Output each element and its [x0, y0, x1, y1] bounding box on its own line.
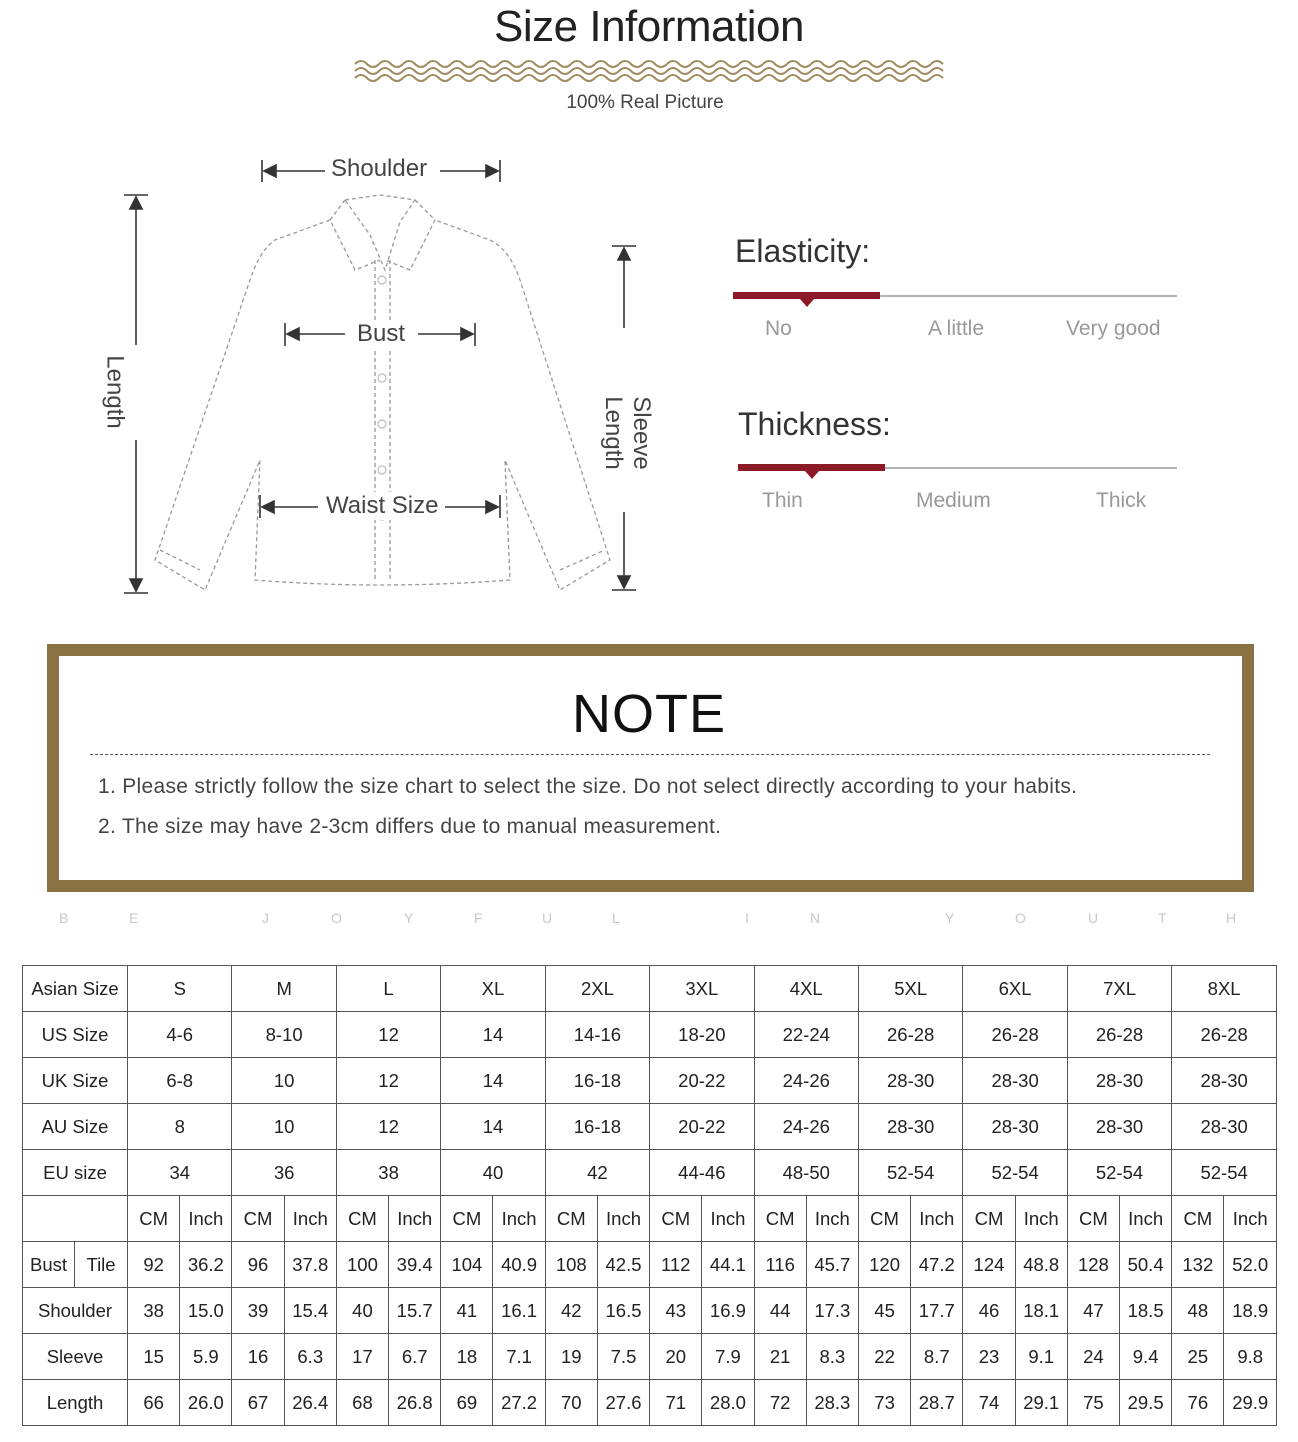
inch-cell: 37.8 [284, 1242, 336, 1288]
unit-inch-cell: Inch [806, 1196, 858, 1242]
cm-cell: 132 [1172, 1242, 1224, 1288]
size-cell: 26-28 [963, 1012, 1067, 1058]
unit-inch-cell: Inch [702, 1196, 754, 1242]
size-cell: 48-50 [754, 1150, 858, 1196]
inch-cell: 18.9 [1224, 1288, 1277, 1334]
size-cell: 22-24 [754, 1012, 858, 1058]
cm-cell: 38 [128, 1288, 180, 1334]
size-header: S [128, 966, 232, 1012]
size-cell: 18-20 [650, 1012, 754, 1058]
size-cell: 26-28 [1172, 1012, 1277, 1058]
cm-cell: 73 [858, 1380, 910, 1426]
size-cell: 52-54 [1172, 1150, 1277, 1196]
size-header: XL [441, 966, 545, 1012]
unit-inch-cell: Inch [493, 1196, 545, 1242]
size-cell: 10 [232, 1058, 336, 1104]
cm-cell: 67 [232, 1380, 284, 1426]
inch-cell: 26.4 [284, 1380, 336, 1426]
inch-cell: 50.4 [1120, 1242, 1172, 1288]
cm-cell: 128 [1067, 1242, 1119, 1288]
size-cell: 36 [232, 1150, 336, 1196]
cm-cell: 22 [858, 1334, 910, 1380]
inch-cell: 48.8 [1015, 1242, 1067, 1288]
size-cell: 28-30 [858, 1104, 962, 1150]
inch-cell: 28.0 [702, 1380, 754, 1426]
unit-cm-cell: CM [650, 1196, 702, 1242]
inch-cell: 9.1 [1015, 1334, 1067, 1380]
thickness-option: Thick [1096, 489, 1147, 512]
unit-cm-cell: CM [963, 1196, 1015, 1242]
thickness-option: Medium [916, 489, 991, 512]
cm-cell: 20 [650, 1334, 702, 1380]
watermark-letter: F [474, 910, 483, 926]
bust-label: Bust [353, 320, 409, 348]
size-header: 3XL [650, 966, 754, 1012]
size-cell: 14 [441, 1012, 545, 1058]
size-cell: 8 [128, 1104, 232, 1150]
inch-cell: 17.7 [911, 1288, 963, 1334]
cm-cell: 116 [754, 1242, 806, 1288]
cm-cell: 21 [754, 1334, 806, 1380]
inch-cell: 18.5 [1120, 1288, 1172, 1334]
size-header: 4XL [754, 966, 858, 1012]
size-cell: 26-28 [858, 1012, 962, 1058]
shoulder-label: Shoulder [327, 155, 431, 183]
size-cell: 24-26 [754, 1104, 858, 1150]
cm-cell: 41 [441, 1288, 493, 1334]
cm-cell: 25 [1172, 1334, 1224, 1380]
note-item: 1. Please strictly follow the size chart to select the size. Do not select directly according to your habits. [98, 775, 1078, 798]
size-cell: 28-30 [1172, 1104, 1277, 1150]
watermark-letter: L [612, 910, 620, 926]
table-row [23, 1288, 1277, 1334]
size-cell: 12 [336, 1104, 440, 1150]
cm-cell: 19 [545, 1334, 597, 1380]
unit-inch-cell: Inch [1120, 1196, 1172, 1242]
thickness-scale [738, 460, 1179, 482]
unit-cm-cell: CM [336, 1196, 388, 1242]
size-cell: 38 [336, 1150, 440, 1196]
size-header: 6XL [963, 966, 1067, 1012]
watermark-letter: E [129, 910, 139, 926]
unit-inch-cell: Inch [389, 1196, 441, 1242]
size-cell: 12 [336, 1012, 440, 1058]
size-cell: 52-54 [858, 1150, 962, 1196]
table-row [23, 1196, 1277, 1242]
unit-cm-cell: CM [1172, 1196, 1224, 1242]
row-label: Shoulder [23, 1288, 128, 1334]
empty-cell [23, 1196, 128, 1242]
cm-cell: 44 [754, 1288, 806, 1334]
inch-cell: 26.8 [389, 1380, 441, 1426]
size-cell: 28-30 [963, 1104, 1067, 1150]
inch-cell: 36.2 [180, 1242, 232, 1288]
row-label: US Size [23, 1012, 128, 1058]
elasticity-option: No [765, 317, 792, 340]
elasticity-scale [733, 288, 1179, 310]
row-label: AU Size [23, 1104, 128, 1150]
length-label: Length [101, 351, 129, 432]
cm-cell: 74 [963, 1380, 1015, 1426]
cm-cell: 15 [128, 1334, 180, 1380]
thickness-pointer-icon [805, 471, 819, 479]
size-header: M [232, 966, 336, 1012]
size-header: 5XL [858, 966, 962, 1012]
inch-cell: 45.7 [806, 1242, 858, 1288]
inch-cell: 16.9 [702, 1288, 754, 1334]
size-cell: 24-26 [754, 1058, 858, 1104]
waist-label: Waist Size [322, 492, 442, 520]
size-cell: 42 [545, 1150, 649, 1196]
watermark-letter: H [1226, 910, 1237, 926]
watermark-letter: I [745, 910, 749, 926]
thickness-title: Thickness: [738, 406, 891, 442]
inch-cell: 7.1 [493, 1334, 545, 1380]
unit-inch-cell: Inch [597, 1196, 649, 1242]
size-cell: 20-22 [650, 1058, 754, 1104]
inch-cell: 42.5 [597, 1242, 649, 1288]
cm-cell: 71 [650, 1380, 702, 1426]
inch-cell: 15.0 [180, 1288, 232, 1334]
unit-inch-cell: Inch [284, 1196, 336, 1242]
elasticity-selected-bar [733, 292, 880, 299]
watermark-letter: U [1088, 910, 1099, 926]
note-item: 2. The size may have 2-3cm differs due to manual measurement. [98, 815, 722, 838]
cm-cell: 70 [545, 1380, 597, 1426]
cm-cell: 72 [754, 1380, 806, 1426]
table-row [23, 1150, 1277, 1196]
size-cell: 16-18 [545, 1058, 649, 1104]
watermark-letter: B [59, 910, 69, 926]
size-header: 7XL [1067, 966, 1171, 1012]
inch-cell: 52.0 [1224, 1242, 1277, 1288]
cm-cell: 112 [650, 1242, 702, 1288]
size-cell: 28-30 [1067, 1104, 1171, 1150]
unit-cm-cell: CM [754, 1196, 806, 1242]
cm-cell: 68 [336, 1380, 388, 1426]
size-cell: 12 [336, 1058, 440, 1104]
elasticity-title: Elasticity: [735, 233, 871, 269]
size-cell: 28-30 [858, 1058, 962, 1104]
cm-cell: 18 [441, 1334, 493, 1380]
unit-cm-cell: CM [858, 1196, 910, 1242]
size-cell: 20-22 [650, 1104, 754, 1150]
cm-cell: 120 [858, 1242, 910, 1288]
unit-inch-cell: Inch [911, 1196, 963, 1242]
size-cell: 28-30 [963, 1058, 1067, 1104]
size-cell: 40 [441, 1150, 545, 1196]
cm-cell: 48 [1172, 1288, 1224, 1334]
row-label: EU size [23, 1150, 128, 1196]
inch-cell: 27.6 [597, 1380, 649, 1426]
watermark-letter: U [542, 910, 553, 926]
table-row [23, 1242, 1277, 1288]
note-box [47, 644, 1254, 892]
cm-cell: 100 [336, 1242, 388, 1288]
inch-cell: 15.7 [389, 1288, 441, 1334]
row-label: UK Size [23, 1058, 128, 1104]
size-cell: 14 [441, 1058, 545, 1104]
unit-inch-cell: Inch [1015, 1196, 1067, 1242]
size-cell: 28-30 [1067, 1058, 1171, 1104]
inch-cell: 7.9 [702, 1334, 754, 1380]
cm-cell: 23 [963, 1334, 1015, 1380]
size-cell: 34 [128, 1150, 232, 1196]
inch-cell: 8.3 [806, 1334, 858, 1380]
cm-cell: 104 [441, 1242, 493, 1288]
cm-cell: 66 [128, 1380, 180, 1426]
watermark-letter: O [331, 910, 342, 926]
shirt-diagram [100, 150, 660, 610]
inch-cell: 29.5 [1120, 1380, 1172, 1426]
inch-cell: 28.7 [911, 1380, 963, 1426]
unit-cm-cell: CM [1067, 1196, 1119, 1242]
cm-cell: 96 [232, 1242, 284, 1288]
watermark-letter: J [262, 910, 269, 926]
elasticity-option: A little [928, 317, 985, 340]
row-label: Asian Size [23, 966, 128, 1012]
row-label: Length [23, 1380, 128, 1426]
inch-cell: 40.9 [493, 1242, 545, 1288]
inch-cell: 39.4 [389, 1242, 441, 1288]
thickness-selected-bar [738, 464, 885, 471]
inch-cell: 27.2 [493, 1380, 545, 1426]
unit-cm-cell: CM [545, 1196, 597, 1242]
inch-cell: 6.3 [284, 1334, 336, 1380]
size-cell: 4-6 [128, 1012, 232, 1058]
row-label: Sleeve [23, 1334, 128, 1380]
inch-cell: 9.8 [1224, 1334, 1277, 1380]
inch-cell: 47.2 [911, 1242, 963, 1288]
row-sublabel: Tile [75, 1242, 128, 1288]
page-title: Size Information [494, 2, 804, 51]
table-row [23, 1334, 1277, 1380]
inch-cell: 29.9 [1224, 1380, 1277, 1426]
cm-cell: 43 [650, 1288, 702, 1334]
inch-cell: 29.1 [1015, 1380, 1067, 1426]
inch-cell: 9.4 [1120, 1334, 1172, 1380]
table-row [23, 1058, 1277, 1104]
size-cell: 26-28 [1067, 1012, 1171, 1058]
size-cell: 14-16 [545, 1012, 649, 1058]
cm-cell: 46 [963, 1288, 1015, 1334]
elasticity-option: Very good [1066, 317, 1161, 340]
inch-cell: 5.9 [180, 1334, 232, 1380]
size-cell: 8-10 [232, 1012, 336, 1058]
subtitle: 100% Real Picture [566, 92, 724, 113]
size-header: L [336, 966, 440, 1012]
size-table [22, 965, 1277, 1426]
size-cell: 14 [441, 1104, 545, 1150]
cm-cell: 124 [963, 1242, 1015, 1288]
watermark-letter: N [810, 910, 821, 926]
watermark-letter: Y [945, 910, 955, 926]
sleeve-length-label: Sleeve Length [599, 354, 655, 512]
wave-divider-icon [350, 56, 950, 82]
cm-cell: 16 [232, 1334, 284, 1380]
cm-cell: 24 [1067, 1334, 1119, 1380]
shirt-outline-icon [155, 195, 610, 590]
cm-cell: 47 [1067, 1288, 1119, 1334]
inch-cell: 28.3 [806, 1380, 858, 1426]
cm-cell: 40 [336, 1288, 388, 1334]
table-row [23, 1380, 1277, 1426]
inch-cell: 8.7 [911, 1334, 963, 1380]
watermark-letter: Y [404, 910, 414, 926]
unit-cm-cell: CM [128, 1196, 180, 1242]
inch-cell: 16.5 [597, 1288, 649, 1334]
note-title: NOTE [571, 684, 726, 744]
elasticity-pointer-icon [800, 299, 814, 307]
cm-cell: 92 [128, 1242, 180, 1288]
cm-cell: 17 [336, 1334, 388, 1380]
cm-cell: 75 [1067, 1380, 1119, 1426]
inch-cell: 18.1 [1015, 1288, 1067, 1334]
inch-cell: 44.1 [702, 1242, 754, 1288]
cm-cell: 69 [441, 1380, 493, 1426]
cm-cell: 76 [1172, 1380, 1224, 1426]
size-header: 2XL [545, 966, 649, 1012]
size-cell: 10 [232, 1104, 336, 1150]
cm-cell: 39 [232, 1288, 284, 1334]
size-header: 8XL [1172, 966, 1277, 1012]
cm-cell: 42 [545, 1288, 597, 1334]
table-row [23, 966, 1277, 1012]
note-divider [90, 754, 1210, 755]
row-label: Bust [23, 1242, 75, 1288]
inch-cell: 15.4 [284, 1288, 336, 1334]
size-cell: 52-54 [1067, 1150, 1171, 1196]
inch-cell: 17.3 [806, 1288, 858, 1334]
cm-cell: 108 [545, 1242, 597, 1288]
size-cell: 52-54 [963, 1150, 1067, 1196]
unit-cm-cell: CM [441, 1196, 493, 1242]
unit-inch-cell: Inch [180, 1196, 232, 1242]
watermark-letter: O [1015, 910, 1026, 926]
unit-cm-cell: CM [232, 1196, 284, 1242]
unit-inch-cell: Inch [1224, 1196, 1277, 1242]
inch-cell: 26.0 [180, 1380, 232, 1426]
cm-cell: 45 [858, 1288, 910, 1334]
size-cell: 28-30 [1172, 1058, 1277, 1104]
inch-cell: 6.7 [389, 1334, 441, 1380]
inch-cell: 7.5 [597, 1334, 649, 1380]
table-row [23, 1012, 1277, 1058]
watermark-letter: T [1158, 910, 1167, 926]
size-cell: 44-46 [650, 1150, 754, 1196]
table-row [23, 1104, 1277, 1150]
size-cell: 6-8 [128, 1058, 232, 1104]
size-cell: 16-18 [545, 1104, 649, 1150]
inch-cell: 16.1 [493, 1288, 545, 1334]
thickness-option: Thin [762, 489, 803, 512]
